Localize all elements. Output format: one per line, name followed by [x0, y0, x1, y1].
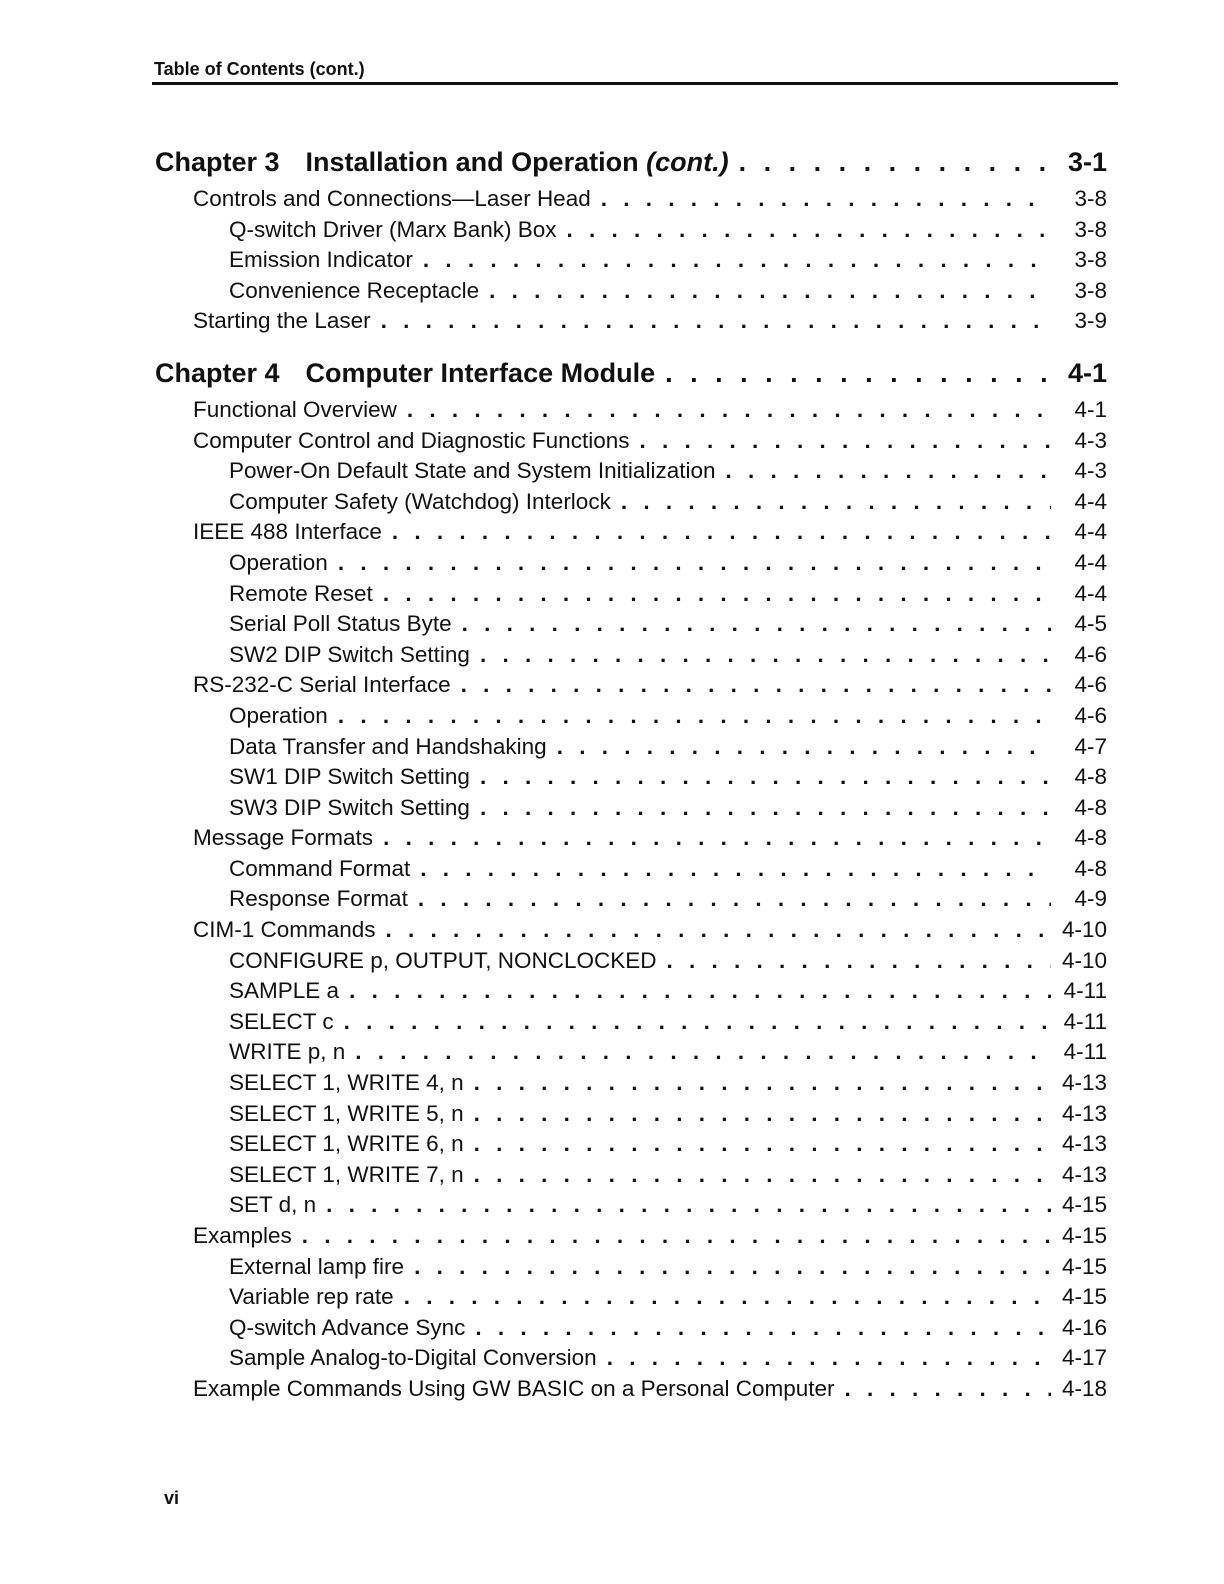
entry-page-number: 4-16 — [1061, 1314, 1107, 1340]
header-rule — [152, 82, 1118, 85]
toc-section-entry[interactable] — [155, 670, 1107, 701]
dot-leader — [383, 823, 1051, 854]
entry-title: Computer Control and Diagnostic Functions — [193, 427, 630, 453]
entry-title: SAMPLE a — [229, 978, 340, 1004]
dot-leader — [423, 245, 1051, 276]
entry-page-number: 4-4 — [1074, 580, 1107, 606]
toc-subsection-entry[interactable] — [155, 1252, 1107, 1283]
entry-page-number: 4-15 — [1061, 1192, 1107, 1218]
toc-subsection-entry[interactable] — [155, 1282, 1107, 1313]
toc-subsection-entry[interactable] — [155, 1068, 1107, 1099]
entry-title: Sample Analog-to-Digital Conversion — [229, 1345, 597, 1371]
entry-title: Starting the Laser — [193, 308, 371, 334]
chapter-heading[interactable] — [155, 351, 1107, 395]
entry-page-number: 4-13 — [1061, 1161, 1107, 1187]
entry-page-number: 3-8 — [1074, 186, 1107, 211]
toc-subsection-entry[interactable] — [155, 884, 1107, 915]
entry-page-number: 4-11 — [1063, 1039, 1107, 1065]
dot-leader — [607, 1343, 1051, 1374]
dot-leader — [474, 1099, 1051, 1130]
dot-leader — [462, 609, 1051, 640]
entry-page-number: 4-8 — [1074, 855, 1107, 881]
entry-title: CIM-1 Commands — [193, 917, 376, 943]
chapter-title-suffix: (cont.) — [646, 147, 729, 177]
entry-title: Computer Safety (Watchdog) Interlock — [229, 488, 611, 514]
entry-title: IEEE 488 Interface — [193, 519, 382, 545]
entry-page-number: 3-9 — [1074, 308, 1107, 334]
dot-leader — [845, 1374, 1051, 1405]
entry-title: RS-232-C Serial Interface — [193, 672, 451, 698]
entry-title: Q-switch Driver (Marx Bank) Box — [229, 216, 557, 242]
dot-leader — [601, 184, 1051, 215]
entry-page-number: 3-8 — [1074, 247, 1107, 273]
toc-subsection-entry[interactable] — [155, 1037, 1107, 1068]
dot-leader — [404, 1282, 1051, 1313]
dot-leader — [349, 976, 1051, 1007]
dot-leader — [381, 306, 1051, 337]
dot-leader — [344, 1007, 1051, 1038]
dot-leader — [474, 1068, 1051, 1099]
toc-section-entry[interactable] — [155, 426, 1107, 457]
toc-section-entry[interactable] — [155, 184, 1107, 215]
toc-subsection-entry[interactable] — [155, 1099, 1107, 1130]
entry-page-number: 4-9 — [1074, 886, 1107, 912]
entry-page-number: 4-13 — [1061, 1100, 1107, 1126]
entry-page-number: 4-8 — [1074, 764, 1107, 790]
toc-subsection-entry[interactable] — [155, 579, 1107, 610]
entry-title: SW1 DIP Switch Setting — [229, 764, 470, 790]
entry-page-number: 4-6 — [1074, 672, 1107, 698]
running-header-title: Table of Contents (cont.) — [154, 59, 365, 79]
entry-page-number: 4-7 — [1074, 733, 1107, 759]
toc-subsection-entry[interactable] — [155, 1190, 1107, 1221]
chapter-title-text: Computer Interface Module — [305, 357, 656, 388]
toc-subsection-entry[interactable] — [155, 456, 1107, 487]
dot-leader — [474, 1160, 1051, 1191]
dot-leader — [383, 579, 1051, 610]
entry-page-number: 4-4 — [1074, 519, 1107, 545]
entry-page-number: 4-10 — [1061, 947, 1107, 973]
toc-section-entry[interactable] — [155, 823, 1107, 854]
toc-section-entry[interactable] — [155, 1374, 1107, 1405]
entry-title: Response Format — [229, 886, 408, 912]
dot-leader — [639, 426, 1051, 457]
chapter-page-number: 3-1 — [1067, 147, 1107, 177]
toc-subsection-entry[interactable] — [155, 245, 1107, 276]
dot-leader — [557, 732, 1051, 763]
chapter-number: Chapter 4 — [155, 357, 280, 388]
dot-leader — [474, 1129, 1051, 1160]
entry-title: SW3 DIP Switch Setting — [229, 794, 470, 820]
toc-subsection-entry[interactable] — [155, 793, 1107, 824]
dot-leader — [338, 548, 1051, 579]
entry-page-number: 4-6 — [1074, 702, 1107, 728]
dot-leader — [392, 517, 1051, 548]
entry-title: SET d, n — [229, 1192, 317, 1218]
dot-leader — [386, 915, 1051, 946]
entry-page-number: 4-17 — [1061, 1345, 1107, 1371]
entry-title: SELECT 1, WRITE 7, n — [229, 1161, 464, 1187]
chapter-number: Chapter 3 — [155, 147, 280, 177]
chapter-title — [306, 140, 729, 184]
toc-subsection-entry[interactable] — [155, 548, 1107, 579]
chapter-heading[interactable] — [155, 140, 1107, 184]
entry-title: SELECT 1, WRITE 4, n — [229, 1070, 464, 1096]
toc-section-entry[interactable] — [155, 395, 1107, 426]
entry-title: Message Formats — [193, 825, 374, 851]
entry-page-number: 4-4 — [1074, 488, 1107, 514]
toc-subsection-entry[interactable] — [155, 732, 1107, 763]
toc-section-entry[interactable] — [155, 1221, 1107, 1252]
entry-page-number: 3-8 — [1074, 277, 1107, 303]
chapter-page-number: 4-1 — [1067, 357, 1107, 388]
toc-subsection-entry[interactable] — [155, 640, 1107, 671]
entry-title: Serial Poll Status Byte — [229, 611, 452, 637]
dot-leader — [665, 351, 1051, 395]
toc-section-entry[interactable] — [155, 915, 1107, 946]
entry-page-number: 4-15 — [1061, 1223, 1107, 1248]
entry-page-number: 4-10 — [1061, 917, 1107, 943]
entry-page-number: 4-11 — [1063, 978, 1107, 1004]
entry-page-number: 4-4 — [1074, 549, 1107, 575]
toc-subsection-entry[interactable] — [155, 762, 1107, 793]
entry-title: WRITE p, n — [229, 1039, 346, 1065]
dot-leader — [414, 1252, 1051, 1283]
entry-title: Convenience Receptacle — [229, 277, 480, 303]
entry-title: Q-switch Advance Sync — [229, 1314, 466, 1340]
entry-page-number: 4-13 — [1061, 1131, 1107, 1157]
toc-subsection-entry[interactable] — [155, 701, 1107, 732]
entry-title: Data Transfer and Handshaking — [229, 733, 547, 759]
dot-leader — [621, 487, 1051, 518]
toc-subsection-entry[interactable] — [155, 1129, 1107, 1160]
dot-leader — [739, 140, 1051, 184]
dot-leader — [480, 762, 1051, 793]
entry-page-number: 4-11 — [1063, 1008, 1107, 1034]
entry-page-number: 4-8 — [1074, 825, 1107, 851]
entry-title: Operation — [229, 702, 328, 728]
dot-leader — [355, 1037, 1051, 1068]
dot-leader — [407, 395, 1051, 426]
entry-title: External lamp fire — [229, 1253, 405, 1279]
toc-subsection-entry[interactable] — [155, 946, 1107, 977]
chapter-title — [306, 351, 656, 395]
toc-subsection-entry[interactable] — [155, 276, 1107, 307]
entry-title: SELECT 1, WRITE 5, n — [229, 1100, 464, 1126]
running-header — [152, 58, 1118, 85]
entry-page-number: 4-3 — [1074, 458, 1107, 484]
entry-title: SW2 DIP Switch Setting — [229, 641, 470, 667]
entry-page-number: 4-6 — [1074, 641, 1107, 667]
entry-page-number: 4-8 — [1074, 794, 1107, 820]
page-number: vi — [164, 1488, 180, 1508]
entry-page-number: 3-8 — [1074, 216, 1107, 242]
dot-leader — [420, 854, 1051, 885]
dot-leader — [567, 215, 1051, 246]
dot-leader — [326, 1190, 1051, 1221]
dot-leader — [475, 1313, 1051, 1344]
dot-leader — [461, 670, 1051, 701]
dot-leader — [726, 456, 1052, 487]
chapter-title-text: Installation and Operation — [305, 147, 639, 177]
entry-title: Remote Reset — [229, 580, 373, 606]
entry-page-number: 4-5 — [1074, 611, 1107, 637]
dot-leader — [480, 640, 1051, 671]
entry-title: Variable rep rate — [229, 1284, 394, 1310]
toc-subsection-entry[interactable] — [155, 1160, 1107, 1191]
table-of-contents — [155, 140, 1107, 1405]
toc-section-entry[interactable] — [155, 306, 1107, 337]
entry-title: SELECT 1, WRITE 6, n — [229, 1131, 464, 1157]
toc-section-entry[interactable] — [155, 517, 1107, 548]
entry-page-number: 4-15 — [1061, 1284, 1107, 1310]
entry-title: Functional Overview — [193, 396, 397, 422]
entry-title: Example Commands Using GW BASIC on a Personal Computer — [193, 1375, 835, 1401]
dot-leader — [480, 793, 1051, 824]
toc-subsection-entry[interactable] — [155, 976, 1107, 1007]
entry-page-number: 4-3 — [1074, 427, 1107, 453]
entry-page-number: 4-13 — [1061, 1070, 1107, 1096]
entry-title: Command Format — [229, 855, 411, 881]
entry-title: Controls and Connections—Laser Head — [193, 186, 591, 211]
entry-page-number: 4-1 — [1074, 396, 1107, 422]
dot-leader — [302, 1221, 1051, 1252]
entry-title: Operation — [229, 549, 328, 575]
dot-leader — [338, 701, 1051, 732]
toc-subsection-entry[interactable] — [155, 1313, 1107, 1344]
toc-subsection-entry[interactable] — [155, 1343, 1107, 1374]
entry-title: Examples — [193, 1223, 292, 1248]
entry-title: Emission Indicator — [229, 247, 413, 273]
dot-leader — [489, 276, 1051, 307]
toc-subsection-entry[interactable] — [155, 215, 1107, 246]
entry-page-number: 4-15 — [1061, 1253, 1107, 1279]
dot-leader — [667, 946, 1051, 977]
toc-subsection-entry[interactable] — [155, 609, 1107, 640]
toc-subsection-entry[interactable] — [155, 854, 1107, 885]
entry-page-number: 4-18 — [1061, 1375, 1107, 1401]
toc-subsection-entry[interactable] — [155, 487, 1107, 518]
entry-title: Power-On Default State and System Initialization — [229, 458, 716, 484]
dot-leader — [418, 884, 1051, 915]
entry-title: CONFIGURE p, OUTPUT, NONCLOCKED — [229, 947, 657, 973]
entry-title: SELECT c — [229, 1008, 334, 1034]
toc-subsection-entry[interactable] — [155, 1007, 1107, 1038]
